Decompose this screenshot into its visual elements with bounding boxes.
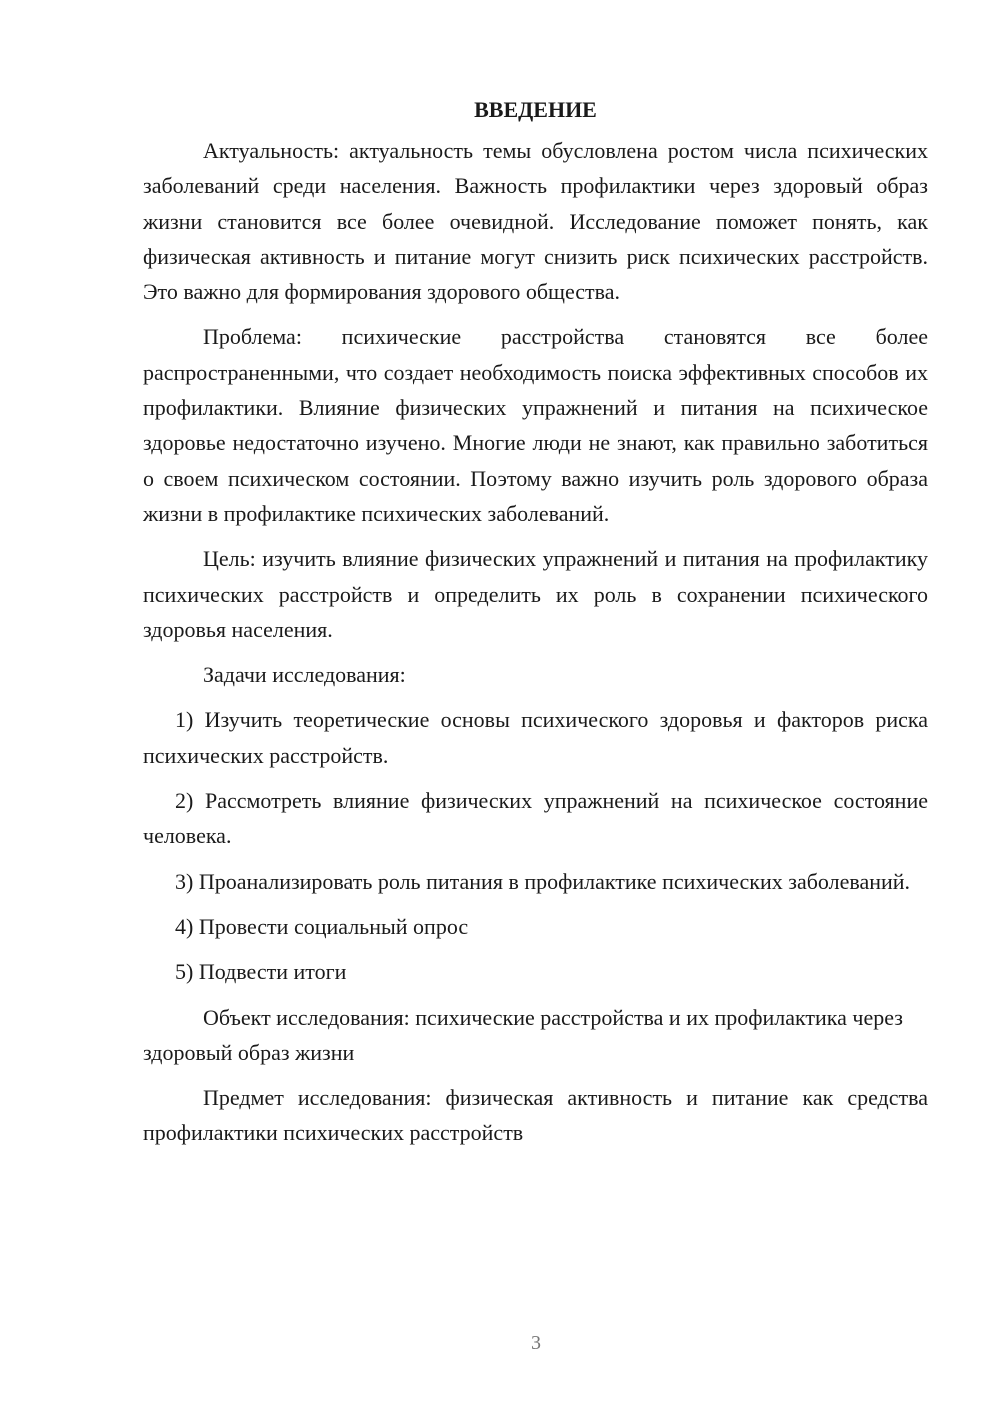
task-item-2: 2) Рассмотреть влияние физических упражнений на психическое состояние человека.: [143, 788, 928, 849]
task-item-1: 1) Изучить теоретические основы психического здоровья и факторов риска психических расстройств.: [143, 707, 928, 768]
document-page: [143, 92, 928, 1151]
subject-paragraph: Предмет исследования: физическая активность и питание как средства профилактики психических расстройств: [143, 1085, 928, 1146]
task-item-4: 4) Провести социальный опрос: [175, 913, 469, 939]
problem-paragraph: Проблема: психические расстройства становятся все более распространенными, что создает необходимость поиска эффективных способов их профилактики. Влияние физических упражнений и питания на психическое здоровье недостаточно изучено. Многие люди не знают, как правильно заботиться о своем психическом состоянии. Поэтому важно изучить роль здорового образа жизни в профилактике психических заболеваний.: [143, 324, 928, 526]
tasks-heading: Задачи исследования:: [203, 662, 406, 688]
page-number: 3: [531, 1332, 541, 1354]
object-paragraph: Объект исследования: психические расстройства и их профилактика через здоровый образ жизни: [143, 1004, 903, 1065]
section-heading: ВВЕДЕНИЕ: [474, 97, 597, 122]
relevance-paragraph: Актуальность: актуальность темы обусловлена ростом числа психических заболеваний среди населения. Важность профилактики через здоровый образ жизни становится все более очевидной. Исследование поможет понять, как физическая активность и питание могут снизить риск психических расстройств. Это важно для формирования здорового общества.: [143, 138, 928, 305]
goal-paragraph: Цель: изучить влияние физических упражнений и питания на профилактику психических расстройств и определить их роль в сохранении психического здоровья населения.: [143, 546, 928, 642]
task-item-5: 5) Подвести итоги: [175, 959, 347, 985]
task-item-3: 3) Проанализировать роль питания в профилактике психических заболеваний.: [175, 868, 911, 894]
